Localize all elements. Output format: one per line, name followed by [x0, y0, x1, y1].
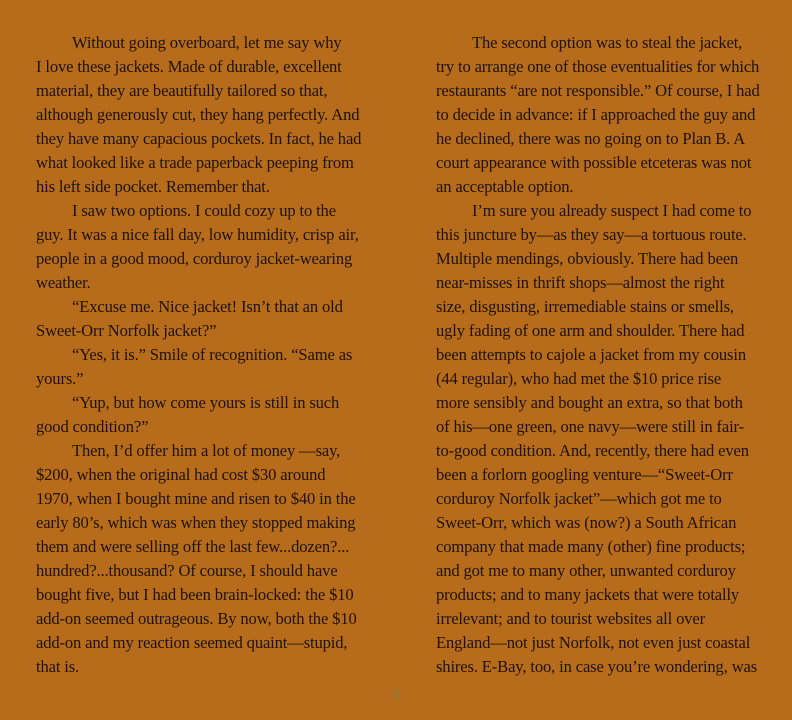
text-line: weather.	[36, 273, 91, 292]
text-line: company that made many (other) fine products;	[436, 537, 746, 556]
text-line: Sweet-Orr Norfolk jacket?”	[36, 321, 217, 340]
text-line: 1970, when I bought mine and risen to $40 in the	[36, 489, 356, 508]
text-line: $200, when the original had cost $30 around	[36, 465, 326, 484]
text-line: he declined, there was no going on to Plan B. A	[436, 129, 746, 148]
text-line: of his—one green, one navy—were still in fair-	[436, 417, 744, 436]
text-line: add-on seemed outrageous. By now, both the $10	[36, 609, 357, 628]
text-line: Without going overboard, let me say why	[72, 33, 342, 52]
text-line: Sweet-Orr, which was (now?) a South African	[436, 513, 737, 532]
text-line: bought five, but I had been brain-locked: the $10	[36, 585, 354, 604]
text-line: The second option was to steal the jacket,	[472, 33, 743, 52]
text-line: been attempts to cajole a jacket from my cousin	[436, 345, 746, 364]
text-line: and got me to many other, unwanted corduroy	[436, 561, 736, 580]
text-line: guy. It was a nice fall day, low humidity, crisp air,	[36, 225, 359, 244]
text-line: to-good condition. And, recently, there had even	[436, 441, 749, 460]
text-line: ugly fading of one arm and shoulder. There had	[436, 321, 745, 340]
text-line: near-misses in thrift shops—almost the right	[436, 273, 725, 292]
text-line: an acceptable option.	[436, 177, 574, 196]
text-line: size, disgusting, irremediable stains or smells,	[436, 297, 734, 316]
text-line: Multiple mendings, obviously. There had been	[436, 249, 739, 268]
text-line: them and were selling off the last few...dozen?...	[36, 537, 350, 556]
text-line: they have many capacious pockets. In fact, he had	[36, 129, 362, 148]
text-line: corduroy Norfolk jacket”—which got me to	[436, 489, 722, 508]
text-line: (44 regular), who had met the $10 price rise	[436, 369, 722, 388]
text-line: although generously cut, they hang perfectly. And	[36, 105, 360, 124]
text-line: I love these jackets. Made of durable, excellent	[36, 57, 342, 76]
text-line: restaurants “are not responsible.” Of course, I had	[436, 81, 760, 100]
text-line: to decide in advance: if I approached the guy and	[436, 105, 756, 124]
text-line: Then, I’d offer him a lot of money —say,	[72, 441, 341, 460]
text-line: people in a good mood, corduroy jacket-wearing	[36, 249, 353, 268]
left-text-column	[36, 31, 376, 679]
text-line: what looked like a trade paperback peeping from	[36, 153, 354, 172]
text-line: “Yes, it is.” Smile of recognition. “Same as	[72, 345, 353, 364]
text-line: irrelevant; and to tourist websites all over	[436, 609, 705, 628]
text-line: more sensibly and bought an extra, so that both	[436, 393, 743, 412]
right-text-column	[436, 31, 771, 679]
text-line: hundred?...thousand? Of course, I should have	[36, 561, 338, 580]
text-line: add-on and my reaction seemed quaint—stupid,	[36, 633, 348, 652]
text-line: products; and to many jackets that were totally	[436, 585, 740, 604]
text-line: been a forlorn googling venture—“Sweet-Orr	[436, 465, 733, 484]
text-line: I’m sure you already suspect I had come to	[472, 201, 752, 220]
text-line: that is.	[36, 657, 80, 676]
text-line: try to arrange one of those eventualities for which	[436, 57, 760, 76]
text-line: this juncture by—as they say—a tortuous route.	[436, 225, 747, 244]
text-line: early 80’s, which was when they stopped making	[36, 513, 356, 532]
text-line: shires. E-Bay, too, in case you’re wondering, was	[436, 657, 758, 676]
page-number: 2	[393, 686, 399, 700]
text-line: material, they are beautifully tailored so that,	[36, 81, 328, 100]
text-line: court appearance with possible etceteras was not	[436, 153, 752, 172]
text-line: yours.”	[36, 369, 84, 388]
text-line: his left side pocket. Remember that.	[36, 177, 270, 196]
text-line: England—not just Norfolk, not even just coastal	[436, 633, 751, 652]
text-line: “Yup, but how come yours is still in such	[72, 393, 340, 412]
text-line: good condition?”	[36, 417, 149, 436]
text-line: I saw two options. I could cozy up to the	[72, 201, 336, 220]
text-line: “Excuse me. Nice jacket! Isn’t that an old	[72, 297, 343, 316]
